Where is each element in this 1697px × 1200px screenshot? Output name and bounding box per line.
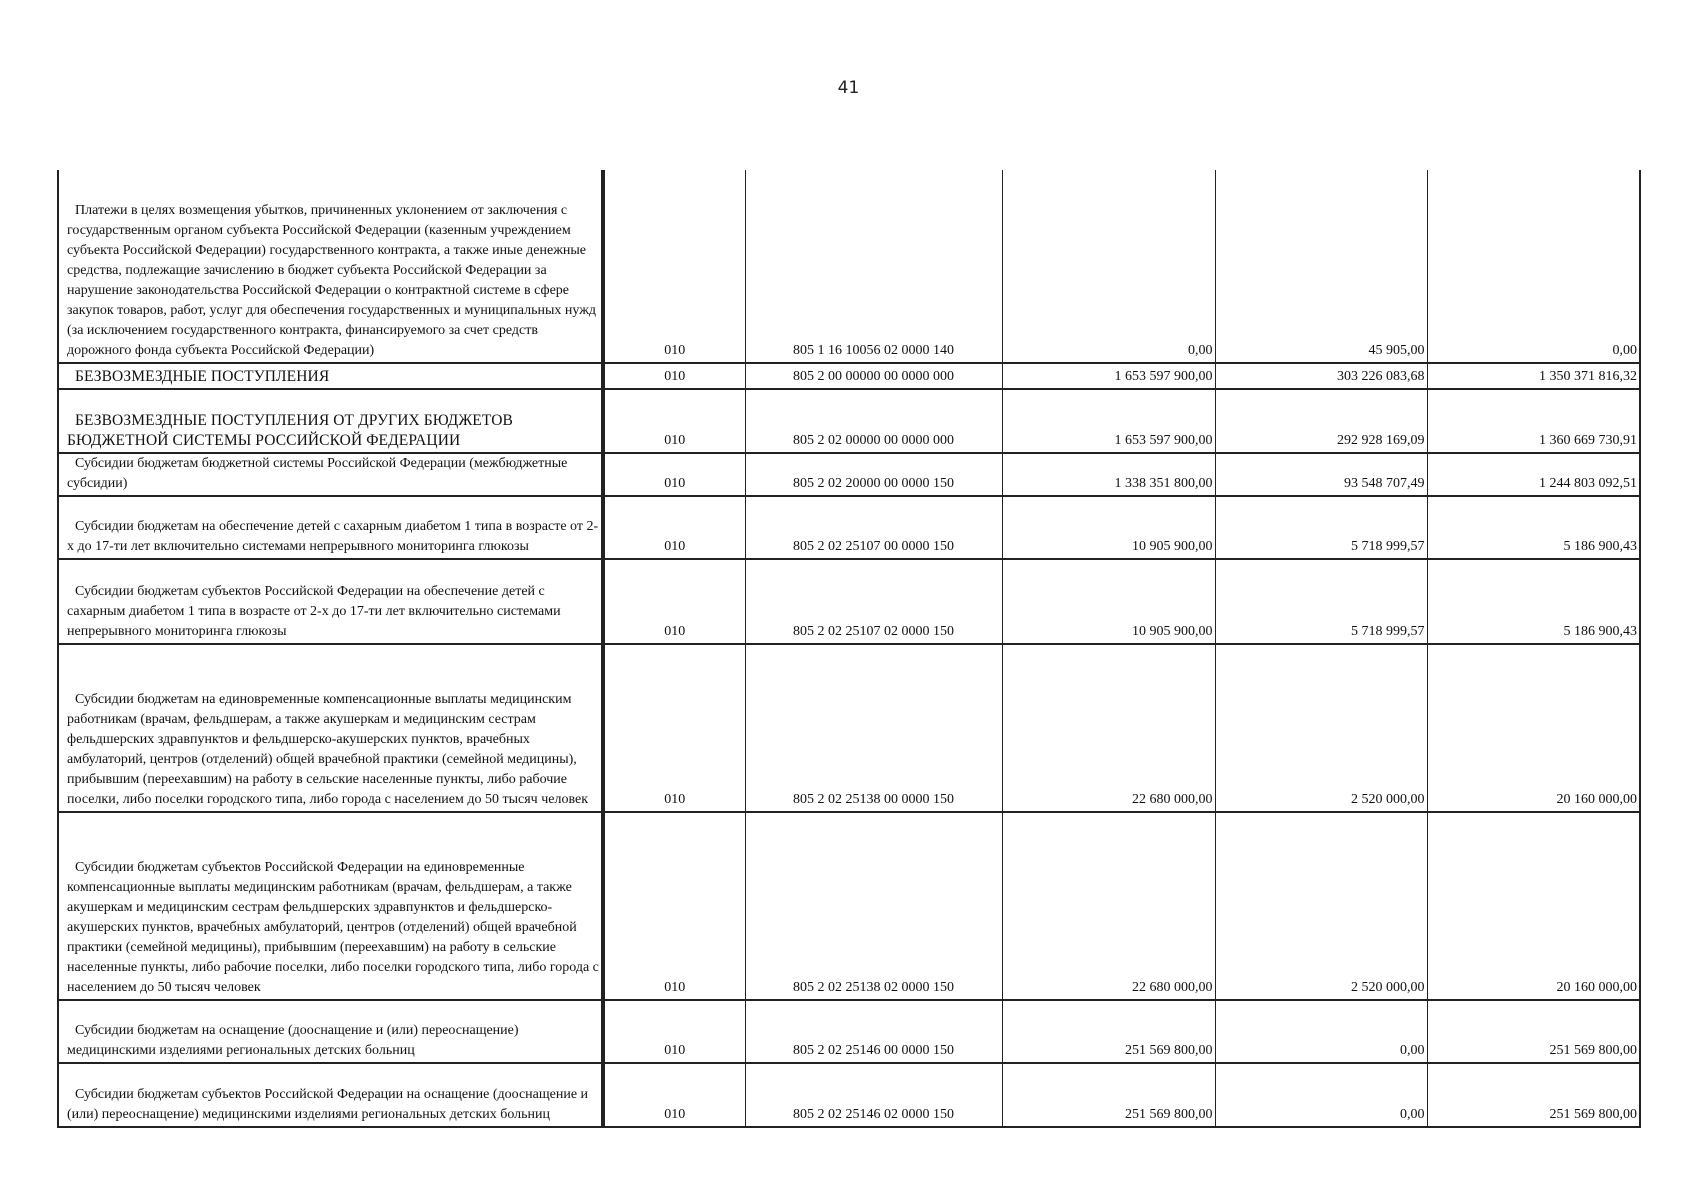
line-code-cell: 010 bbox=[603, 812, 745, 1000]
line-code-cell: 010 bbox=[603, 453, 745, 496]
line-code-cell: 010 bbox=[603, 1000, 745, 1063]
approved-amount-cell: 22 680 000,00 bbox=[1002, 644, 1215, 812]
executed-amount-cell: 292 928 169,09 bbox=[1215, 389, 1427, 453]
approved-amount-cell: 1 653 597 900,00 bbox=[1002, 363, 1215, 389]
approved-amount-cell: 251 569 800,00 bbox=[1002, 1000, 1215, 1063]
income-name-cell: Субсидии бюджетам на единовременные компенсационные выплаты медицинским работникам (врачам, фельдшерам, а также акушеркам и медицинским сестрам фельдшерских здравпунктов и фельдшерско-акушерских пунктов, врачебных амбулаторий, центров (отделений) общей врачебной практики (семейной медицины), прибывшим (переехавшим) на работу в сельские населенные пункты, либо рабочие поселки, либо поселки городского типа, либо города с населением до 50 тысяч человек bbox=[58, 644, 603, 812]
executed-amount-cell: 0,00 bbox=[1215, 1063, 1427, 1127]
line-code-cell: 010 bbox=[603, 170, 745, 363]
page-number: 41 bbox=[837, 78, 860, 98]
table-row bbox=[58, 453, 1640, 496]
income-name-cell: Субсидии бюджетам на оснащение (дооснащение и (или) переоснащение) медицинскими изделиями региональных детских больниц bbox=[58, 1000, 603, 1063]
remainder-amount-cell: 5 186 900,43 bbox=[1427, 496, 1640, 559]
table-row bbox=[58, 363, 1640, 389]
income-name-cell: Субсидии бюджетам на обеспечение детей с сахарным диабетом 1 типа в возрасте от 2-х до 17-ти лет включительно системами непрерывного мониторинга глюкозы bbox=[58, 496, 603, 559]
executed-amount-cell: 5 718 999,57 bbox=[1215, 559, 1427, 644]
approved-amount-cell: 0,00 bbox=[1002, 170, 1215, 363]
remainder-amount-cell: 251 569 800,00 bbox=[1427, 1000, 1640, 1063]
remainder-amount-cell: 5 186 900,43 bbox=[1427, 559, 1640, 644]
table-row bbox=[58, 559, 1640, 644]
budget-classification-code-cell: 805 2 02 00000 00 0000 000 bbox=[745, 389, 1002, 453]
executed-amount-cell: 303 226 083,68 bbox=[1215, 363, 1427, 389]
remainder-amount-cell: 1 350 371 816,32 bbox=[1427, 363, 1640, 389]
income-name-cell: Платежи в целях возмещения убытков, причиненных уклонением от заключения с государственным органом субъекта Российской Федерации (казенным учреждением субъекта Российской Федерации) государственного контракта, а также иные денежные средства, подлежащие зачислению в бюджет субъекта Российской Федерации за нарушение законодательства Российской Федерации о контрактной системе в сфере закупок товаров, работ, услуг для обеспечения государственных и муниципальных нужд (за исключением государственного контракта, финансируемого за счет средств дорожного фонда субъекта Российской Федерации) bbox=[58, 170, 603, 363]
income-name-cell: Субсидии бюджетам бюджетной системы Российской Федерации (межбюджетные субсидии) bbox=[58, 453, 603, 496]
table-row bbox=[58, 644, 1640, 812]
executed-amount-cell: 93 548 707,49 bbox=[1215, 453, 1427, 496]
income-report-table bbox=[57, 170, 1641, 1128]
budget-classification-code-cell: 805 1 16 10056 02 0000 140 bbox=[745, 170, 1002, 363]
line-code-cell: 010 bbox=[603, 363, 745, 389]
line-code-cell: 010 bbox=[603, 644, 745, 812]
remainder-amount-cell: 251 569 800,00 bbox=[1427, 1063, 1640, 1127]
income-name-cell: Субсидии бюджетам субъектов Российской Федерации на обеспечение детей с сахарным диабетом 1 типа в возрасте от 2-х до 17-ти лет включительно системами непрерывного мониторинга глюкозы bbox=[58, 559, 603, 644]
approved-amount-cell: 10 905 900,00 bbox=[1002, 559, 1215, 644]
approved-amount-cell: 1 338 351 800,00 bbox=[1002, 453, 1215, 496]
remainder-amount-cell: 1 244 803 092,51 bbox=[1427, 453, 1640, 496]
line-code-cell: 010 bbox=[603, 389, 745, 453]
income-name-cell: Субсидии бюджетам субъектов Российской Федерации на единовременные компенсационные выплаты медицинским работникам (врачам, фельдшерам, а также акушеркам и медицинским сестрам фельдшерских здравпунктов и фельдшерско-акушерских пунктов, врачебных амбулаторий, центров (отделений) общей врачебной практики (семейной медицины), прибывшим (переехавшим) на работу в сельские населенные пункты, либо рабочие поселки, либо поселки городского типа, либо города с населением до 50 тысяч человек bbox=[58, 812, 603, 1000]
remainder-amount-cell: 20 160 000,00 bbox=[1427, 812, 1640, 1000]
budget-classification-code-cell: 805 2 02 25146 02 0000 150 bbox=[745, 1063, 1002, 1127]
income-name-cell: Субсидии бюджетам субъектов Российской Федерации на оснащение (дооснащение и (или) переоснащение) медицинскими изделиями региональных детских больниц bbox=[58, 1063, 603, 1127]
budget-classification-code-cell: 805 2 02 25107 00 0000 150 bbox=[745, 496, 1002, 559]
approved-amount-cell: 22 680 000,00 bbox=[1002, 812, 1215, 1000]
budget-classification-code-cell: 805 2 02 25138 02 0000 150 bbox=[745, 812, 1002, 1000]
approved-amount-cell: 1 653 597 900,00 bbox=[1002, 389, 1215, 453]
remainder-amount-cell: 20 160 000,00 bbox=[1427, 644, 1640, 812]
budget-classification-code-cell: 805 2 02 25138 00 0000 150 bbox=[745, 644, 1002, 812]
budget-classification-code-cell: 805 2 02 25107 02 0000 150 bbox=[745, 559, 1002, 644]
executed-amount-cell: 2 520 000,00 bbox=[1215, 644, 1427, 812]
budget-classification-code-cell: 805 2 02 20000 00 0000 150 bbox=[745, 453, 1002, 496]
line-code-cell: 010 bbox=[603, 1063, 745, 1127]
table-row bbox=[58, 389, 1640, 453]
table-row bbox=[58, 1000, 1640, 1063]
income-name-cell: БЕЗВОЗМЕЗДНЫЕ ПОСТУПЛЕНИЯ ОТ ДРУГИХ БЮДЖЕТОВ БЮДЖЕТНОЙ СИСТЕМЫ РОССИЙСКОЙ ФЕДЕРАЦИИ bbox=[58, 389, 603, 453]
executed-amount-cell: 45 905,00 bbox=[1215, 170, 1427, 363]
executed-amount-cell: 2 520 000,00 bbox=[1215, 812, 1427, 1000]
line-code-cell: 010 bbox=[603, 496, 745, 559]
table-row bbox=[58, 170, 1640, 363]
table-row bbox=[58, 812, 1640, 1000]
executed-amount-cell: 5 718 999,57 bbox=[1215, 496, 1427, 559]
line-code-cell: 010 bbox=[603, 559, 745, 644]
budget-classification-code-cell: 805 2 02 25146 00 0000 150 bbox=[745, 1000, 1002, 1063]
income-name-cell: БЕЗВОЗМЕЗДНЫЕ ПОСТУПЛЕНИЯ bbox=[58, 363, 603, 389]
approved-amount-cell: 251 569 800,00 bbox=[1002, 1063, 1215, 1127]
approved-amount-cell: 10 905 900,00 bbox=[1002, 496, 1215, 559]
table-row bbox=[58, 496, 1640, 559]
executed-amount-cell: 0,00 bbox=[1215, 1000, 1427, 1063]
remainder-amount-cell: 0,00 bbox=[1427, 170, 1640, 363]
table-row bbox=[58, 1063, 1640, 1127]
remainder-amount-cell: 1 360 669 730,91 bbox=[1427, 389, 1640, 453]
budget-classification-code-cell: 805 2 00 00000 00 0000 000 bbox=[745, 363, 1002, 389]
